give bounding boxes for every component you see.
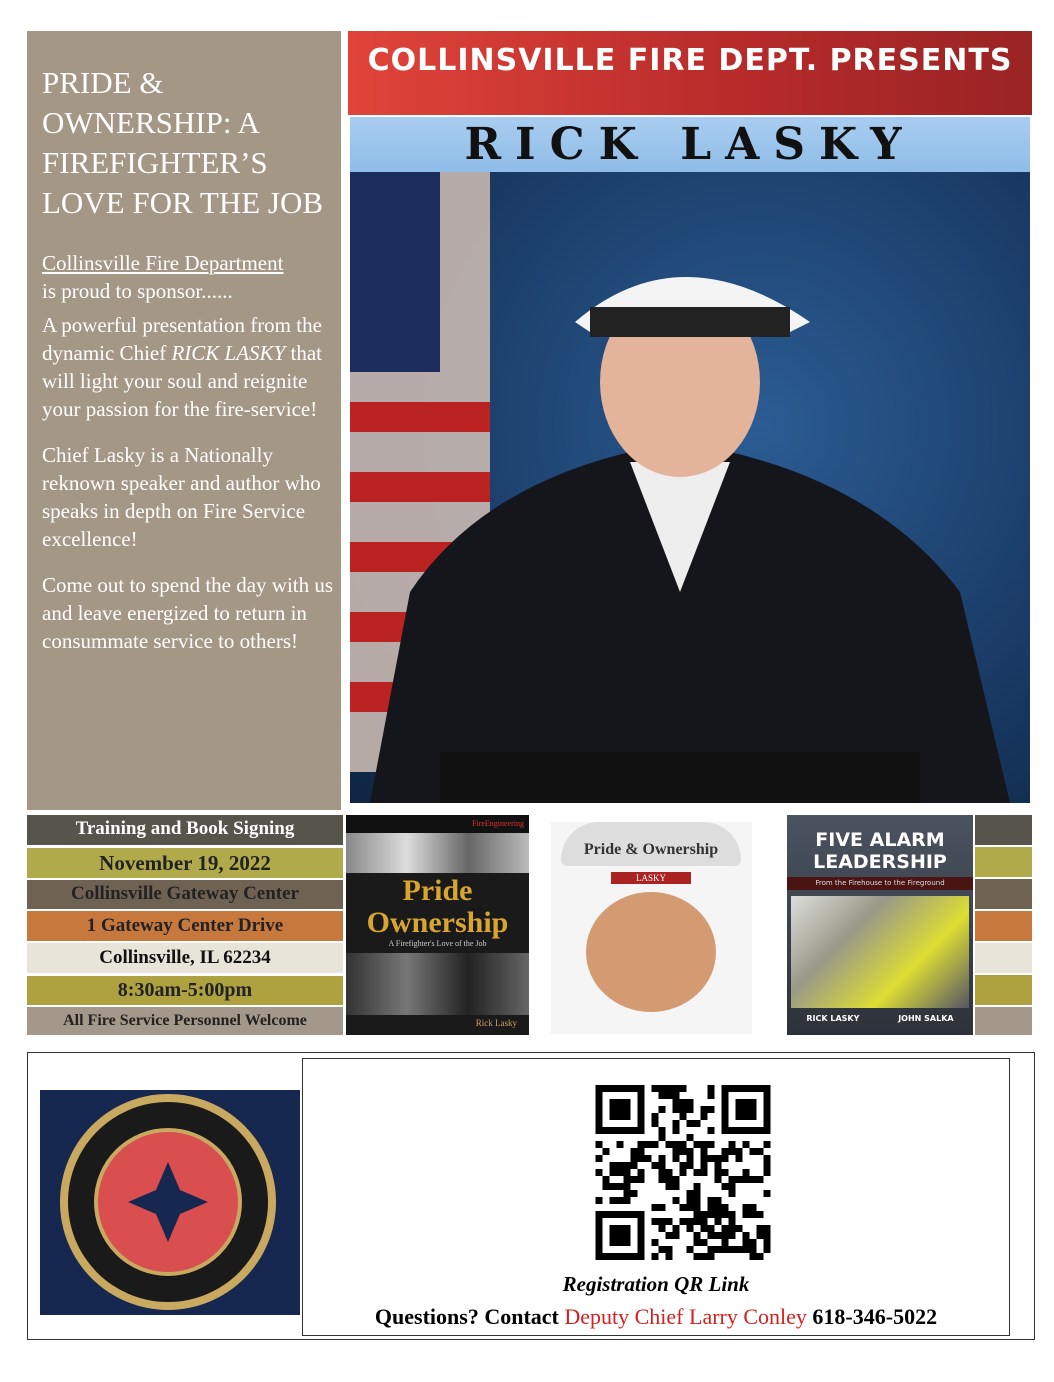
qr-module: [645, 1155, 652, 1162]
qr-module: [708, 1127, 715, 1134]
qr-module: [715, 1204, 722, 1211]
qr-module: [666, 1218, 673, 1225]
contact-phone[interactable]: 618-346-5022: [806, 1304, 938, 1329]
qr-module: [764, 1239, 771, 1246]
qr-module: [666, 1176, 673, 1183]
qr-module: [617, 1169, 624, 1176]
qr-module: [722, 1148, 729, 1155]
qr-module: [610, 1197, 617, 1204]
qr-module: [764, 1162, 771, 1169]
qr-module: [708, 1141, 715, 1148]
intro-text: A powerful presentation from the dynamic Chief: [42, 313, 322, 365]
qr-module: [659, 1246, 666, 1253]
qr-module: [708, 1085, 715, 1092]
speaker-name-bar: RICK LASKY: [350, 117, 1030, 172]
qr-module: [687, 1190, 694, 1197]
event-venue: Collinsville Gateway Center: [27, 880, 343, 909]
qr-module: [764, 1246, 771, 1253]
book-author: Rick Lasky: [475, 1018, 517, 1028]
qr-module: [659, 1162, 666, 1169]
qr-module: [673, 1099, 680, 1106]
qr-module: [673, 1176, 680, 1183]
portrait-illustration: [350, 172, 1030, 803]
qr-module: [743, 1141, 750, 1148]
qr-module: [617, 1162, 624, 1169]
qr-module: [694, 1120, 701, 1127]
qr-module: [596, 1197, 603, 1204]
qr-module: [729, 1190, 736, 1197]
qr-module: [722, 1232, 729, 1239]
qr-module: [701, 1155, 708, 1162]
qr-module: [715, 1246, 722, 1253]
qr-module: [659, 1106, 666, 1113]
qr-module: [708, 1211, 715, 1218]
qr-module: [659, 1176, 666, 1183]
qr-module: [750, 1246, 757, 1253]
qr-module: [701, 1113, 708, 1120]
book-cover-pride-ownership: [346, 815, 529, 1035]
qr-module: [673, 1085, 680, 1092]
qr-module: [617, 1141, 624, 1148]
qr-module: [673, 1232, 680, 1239]
qr-module: [722, 1246, 729, 1253]
event-date: November 19, 2022: [27, 848, 343, 878]
qr-module: [687, 1155, 694, 1162]
event-time: 8:30am-5:00pm: [27, 976, 343, 1005]
qr-module: [652, 1218, 659, 1225]
qr-module: [715, 1169, 722, 1176]
qr-module: [624, 1183, 631, 1190]
intro-paragraph: [42, 311, 341, 423]
qr-module: [715, 1197, 722, 1204]
qr-module: [694, 1141, 701, 1148]
qr-module: [603, 1176, 610, 1183]
qr-module: [736, 1099, 757, 1120]
qr-module: [680, 1099, 687, 1106]
qr-module: [764, 1141, 771, 1148]
qr-module: [750, 1211, 757, 1218]
presents-banner: COLLINSVILLE FIRE DEPT. PRESENTS: [348, 31, 1032, 115]
qr-module: [624, 1197, 631, 1204]
qr-module: [694, 1204, 701, 1211]
qr-module: [694, 1190, 701, 1197]
qr-module: [708, 1106, 715, 1113]
qr-module: [743, 1232, 750, 1239]
qr-module: [694, 1197, 701, 1204]
speaker-photo: [350, 172, 1030, 803]
qr-module: [680, 1169, 687, 1176]
qr-module: [659, 1218, 666, 1225]
qr-module: [708, 1092, 715, 1099]
qr-module: [701, 1218, 708, 1225]
qr-module: [708, 1225, 715, 1232]
qr-module: [687, 1134, 694, 1141]
qr-module: [701, 1169, 708, 1176]
qr-module: [673, 1148, 680, 1155]
qr-module: [722, 1211, 729, 1218]
color-swatch: [975, 943, 1032, 973]
qr-module: [743, 1211, 750, 1218]
qr-module: [743, 1246, 750, 1253]
qr-module: [757, 1148, 764, 1155]
qr-module: [694, 1218, 701, 1225]
qr-module: [715, 1211, 722, 1218]
qr-module: [764, 1190, 771, 1197]
book-photo-strip: [346, 833, 529, 873]
book-subtitle: A Firefighter's Love of the Job: [388, 939, 487, 948]
contact-line: [302, 1302, 1010, 1332]
caricature-image: [551, 822, 752, 1034]
qr-module: [624, 1162, 631, 1169]
qr-module: [659, 1155, 666, 1162]
invite-paragraph: Come out to spend the day with us and leave energized to return in consummate service to others!: [42, 573, 334, 653]
qr-module: [603, 1183, 610, 1190]
qr-module: [708, 1155, 715, 1162]
qr-module: [673, 1092, 680, 1099]
qr-module: [680, 1218, 687, 1225]
qr-module: [708, 1246, 715, 1253]
qr-module: [757, 1176, 764, 1183]
qr-module: [610, 1183, 617, 1190]
qr-module: [701, 1253, 708, 1260]
qr-module: [659, 1225, 666, 1232]
book-title: Pride Ownership: [366, 874, 509, 939]
book-publisher: FireEngineering: [346, 815, 529, 833]
qr-module: [666, 1253, 673, 1260]
event-city: Collinsville, IL 62234: [27, 943, 343, 973]
seal-icon: [40, 1090, 300, 1315]
qr-module: [638, 1176, 645, 1183]
qr-module: [631, 1148, 638, 1155]
qr-module: [715, 1218, 722, 1225]
qr-module: [694, 1169, 701, 1176]
qr-module: [673, 1155, 680, 1162]
qr-module: [673, 1106, 680, 1113]
qr-module: [624, 1176, 631, 1183]
qr-module: [659, 1127, 666, 1134]
qr-module: [666, 1169, 673, 1176]
qr-module: [680, 1204, 687, 1211]
qr-module: [631, 1162, 638, 1169]
qr-module: [736, 1176, 743, 1183]
qr-module: [687, 1148, 694, 1155]
color-swatch: [975, 911, 1032, 941]
registration-qr-code[interactable]: [593, 1085, 773, 1260]
qr-module: [701, 1141, 708, 1148]
sponsor-text: is proud to sponsor......: [42, 279, 233, 303]
qr-module: [680, 1148, 687, 1155]
qr-module: [729, 1141, 736, 1148]
qr-module: [652, 1239, 659, 1246]
qr-module: [736, 1225, 743, 1232]
sidebar-panel: [27, 31, 341, 810]
qr-module: [750, 1176, 757, 1183]
qr-module: [617, 1197, 624, 1204]
color-swatch: [975, 1007, 1032, 1035]
qr-module: [729, 1225, 736, 1232]
qr-module: [743, 1169, 750, 1176]
qr-module: [729, 1176, 736, 1183]
qr-module: [680, 1113, 687, 1120]
qr-module: [701, 1148, 708, 1155]
qr-module: [764, 1155, 771, 1162]
qr-module: [652, 1141, 659, 1148]
contact-name: Deputy Chief Larry Conley: [564, 1304, 807, 1329]
qr-module: [666, 1085, 673, 1092]
qr-module: [638, 1148, 645, 1155]
qr-module: [722, 1169, 729, 1176]
qr-module: [694, 1253, 701, 1260]
qr-module: [638, 1169, 645, 1176]
contact-prefix: Questions? Contact: [374, 1304, 565, 1329]
qr-module: [750, 1204, 757, 1211]
fire-dept-logo: [40, 1090, 300, 1315]
qr-label: Registration QR Link: [562, 1272, 750, 1296]
book2-author2: JOHN SALKA: [898, 1014, 954, 1023]
qr-module: [666, 1141, 673, 1148]
book2-subtitle: From the Firehouse to the Fireground: [787, 877, 973, 890]
event-audience: All Fire Service Personnel Welcome: [27, 1007, 343, 1035]
qr-module: [652, 1162, 659, 1169]
qr-module: [750, 1253, 757, 1260]
qr-module: [764, 1225, 771, 1232]
qr-module: [715, 1232, 722, 1239]
qr-module: [624, 1190, 631, 1197]
qr-module: [687, 1099, 694, 1106]
qr-module: [687, 1106, 694, 1113]
qr-module: [652, 1085, 659, 1092]
qr-module: [659, 1092, 666, 1099]
qr-module: [701, 1106, 708, 1113]
qr-module: [715, 1176, 722, 1183]
qr-module: [722, 1239, 729, 1246]
sponsor-link[interactable]: Collinsville Fire Department: [42, 251, 284, 275]
qr-module: [687, 1162, 694, 1169]
event-type: Training and Book Signing: [27, 815, 343, 845]
hat-text: Pride & Ownership: [561, 822, 741, 866]
qr-module: [736, 1155, 743, 1162]
qr-module: [680, 1141, 687, 1148]
intro-text-end: that will light your soul and reignite your passion for the fire-service!: [42, 341, 322, 421]
qr-module: [701, 1239, 708, 1246]
qr-module: [603, 1148, 610, 1155]
qr-module: [757, 1253, 764, 1260]
color-swatch: [975, 847, 1032, 877]
qr-module: [729, 1246, 736, 1253]
qr-module: [631, 1190, 638, 1197]
qr-module: [750, 1239, 757, 1246]
qr-module: [729, 1232, 736, 1239]
color-swatch: [975, 815, 1032, 845]
qr-module: [729, 1183, 736, 1190]
qr-module: [673, 1120, 680, 1127]
qr-module: [610, 1099, 631, 1120]
qr-module: [722, 1204, 729, 1211]
qr-module: [701, 1211, 708, 1218]
qr-module: [722, 1155, 729, 1162]
qr-module: [715, 1155, 722, 1162]
qr-module: [708, 1197, 715, 1204]
qr-module: [729, 1148, 736, 1155]
caricature-face: [586, 892, 716, 1012]
qr-module: [659, 1169, 666, 1176]
hat-badge: LASKY: [611, 872, 691, 884]
qr-module: [708, 1204, 715, 1211]
qr-module: [701, 1225, 708, 1232]
qr-module: [673, 1183, 680, 1190]
qr-module: [659, 1085, 666, 1092]
book2-photos: [791, 896, 969, 1008]
qr-module: [680, 1106, 687, 1113]
qr-module: [729, 1211, 736, 1218]
qr-module: [610, 1225, 631, 1246]
qr-module: [736, 1148, 743, 1155]
qr-module: [610, 1162, 617, 1169]
qr-module: [659, 1204, 666, 1211]
qr-module: [694, 1239, 701, 1246]
qr-module: [743, 1239, 750, 1246]
qr-module: [673, 1141, 680, 1148]
qr-module: [722, 1225, 729, 1232]
qr-module: [757, 1232, 764, 1239]
qr-module: [596, 1155, 603, 1162]
qr-module: [617, 1183, 624, 1190]
qr-module: [666, 1232, 673, 1239]
qr-module: [764, 1232, 771, 1239]
qr-module: [652, 1204, 659, 1211]
qr-module: [687, 1218, 694, 1225]
qr-module: [743, 1176, 750, 1183]
qr-module: [687, 1246, 694, 1253]
qr-module: [652, 1253, 659, 1260]
event-street: 1 Gateway Center Drive: [27, 911, 343, 941]
qr-module: [757, 1211, 764, 1218]
qr-module: [673, 1225, 680, 1232]
event-title: PRIDE & OWNERSHIP: A FIREFIGHTER’S LOVE FOR THE JOB: [42, 65, 324, 220]
qr-module: [687, 1225, 694, 1232]
qr-module: [610, 1169, 617, 1176]
qr-module: [596, 1141, 603, 1148]
qr-module: [687, 1204, 694, 1211]
qr-module: [631, 1176, 638, 1183]
qr-module: [631, 1155, 638, 1162]
qr-module: [729, 1218, 736, 1225]
qr-module: [596, 1169, 603, 1176]
qr-module: [673, 1197, 680, 1204]
color-swatch: [975, 879, 1032, 909]
color-swatch: [975, 975, 1032, 1005]
qr-module: [764, 1169, 771, 1176]
book2-title: FIVE ALARM LEADERSHIP: [813, 829, 947, 873]
qr-module: [652, 1113, 659, 1120]
qr-module: [666, 1092, 673, 1099]
qr-module: [680, 1162, 687, 1169]
qr-module: [687, 1120, 694, 1127]
book-photo-bottom: [346, 953, 529, 1015]
speaker-name: RICK LASKY: [171, 341, 286, 365]
qr-module: [645, 1141, 652, 1148]
qr-module: [736, 1246, 743, 1253]
qr-module: [638, 1155, 645, 1162]
qr-module: [757, 1225, 764, 1232]
book-cover-five-alarm: [787, 815, 973, 1035]
qr-module: [687, 1197, 694, 1204]
qr-module: [680, 1085, 687, 1092]
qr-module: [694, 1211, 701, 1218]
qr-module: [708, 1253, 715, 1260]
qr-module: [624, 1169, 631, 1176]
qr-module: [659, 1134, 666, 1141]
qr-module: [694, 1183, 701, 1190]
qr-module: [666, 1183, 673, 1190]
bio-paragraph: Chief Lasky is a Nationally reknown speaker and author who speaks in depth on Fire Service excellence!: [42, 443, 321, 551]
qr-module: [652, 1120, 659, 1127]
qr-module: [673, 1127, 680, 1134]
book2-author1: RICK LASKY: [806, 1014, 860, 1023]
qr-module: [722, 1183, 729, 1190]
qr-module: [743, 1204, 750, 1211]
qr-module: [715, 1162, 722, 1169]
qr-module: [708, 1232, 715, 1239]
qr-module: [694, 1232, 701, 1239]
qr-module: [750, 1148, 757, 1155]
qr-module: [638, 1141, 645, 1148]
qr-module: [701, 1162, 708, 1169]
qr-module: [666, 1246, 673, 1253]
